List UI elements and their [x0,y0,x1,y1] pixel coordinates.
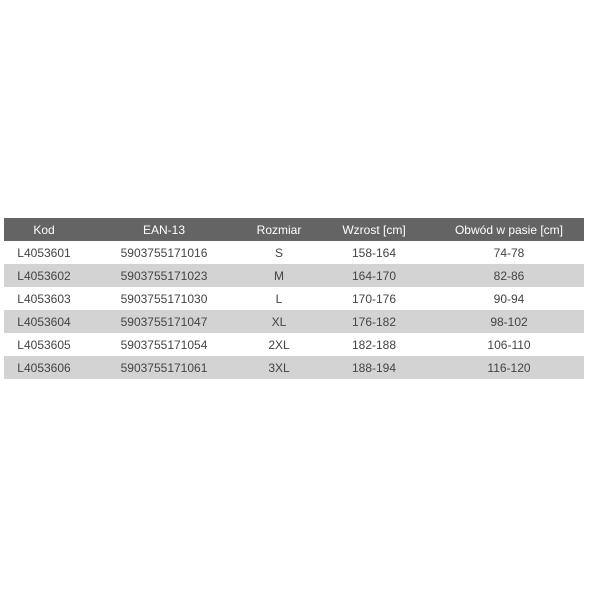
table-body [4,241,584,379]
cell-rozmiar: XL [244,310,314,333]
cell-kod: L4053602 [4,264,84,287]
cell-obwod: 90-94 [434,287,584,310]
cell-obwod: 74-78 [434,241,584,264]
header-kod: Kod [4,218,84,241]
cell-kod: L4053605 [4,333,84,356]
table-row [4,356,584,379]
cell-obwod: 98-102 [434,310,584,333]
cell-ean: 5903755171023 [84,264,244,287]
cell-wzrost: 170-176 [314,287,434,310]
header-row [4,218,584,241]
cell-kod: L4053606 [4,356,84,379]
cell-obwod: 82-86 [434,264,584,287]
cell-ean: 5903755171061 [84,356,244,379]
size-table [4,218,584,379]
cell-rozmiar: 3XL [244,356,314,379]
cell-kod: L4053601 [4,241,84,264]
table-row [4,310,584,333]
cell-ean: 5903755171016 [84,241,244,264]
header-obwod: Obwód w pasie [cm] [434,218,584,241]
cell-wzrost: 182-188 [314,333,434,356]
table-row [4,241,584,264]
cell-rozmiar: M [244,264,314,287]
cell-rozmiar: S [244,241,314,264]
table-row [4,287,584,310]
cell-obwod: 116-120 [434,356,584,379]
table-row [4,264,584,287]
cell-wzrost: 158-164 [314,241,434,264]
table-header [4,218,584,241]
header-ean: EAN-13 [84,218,244,241]
cell-rozmiar: L [244,287,314,310]
cell-kod: L4053604 [4,310,84,333]
cell-ean: 5903755171047 [84,310,244,333]
cell-kod: L4053603 [4,287,84,310]
cell-wzrost: 164-170 [314,264,434,287]
cell-ean: 5903755171030 [84,287,244,310]
cell-wzrost: 188-194 [314,356,434,379]
header-rozmiar: Rozmiar [244,218,314,241]
header-wzrost: Wzrost [cm] [314,218,434,241]
cell-rozmiar: 2XL [244,333,314,356]
cell-obwod: 106-110 [434,333,584,356]
table-row [4,333,584,356]
cell-wzrost: 176-182 [314,310,434,333]
cell-ean: 5903755171054 [84,333,244,356]
